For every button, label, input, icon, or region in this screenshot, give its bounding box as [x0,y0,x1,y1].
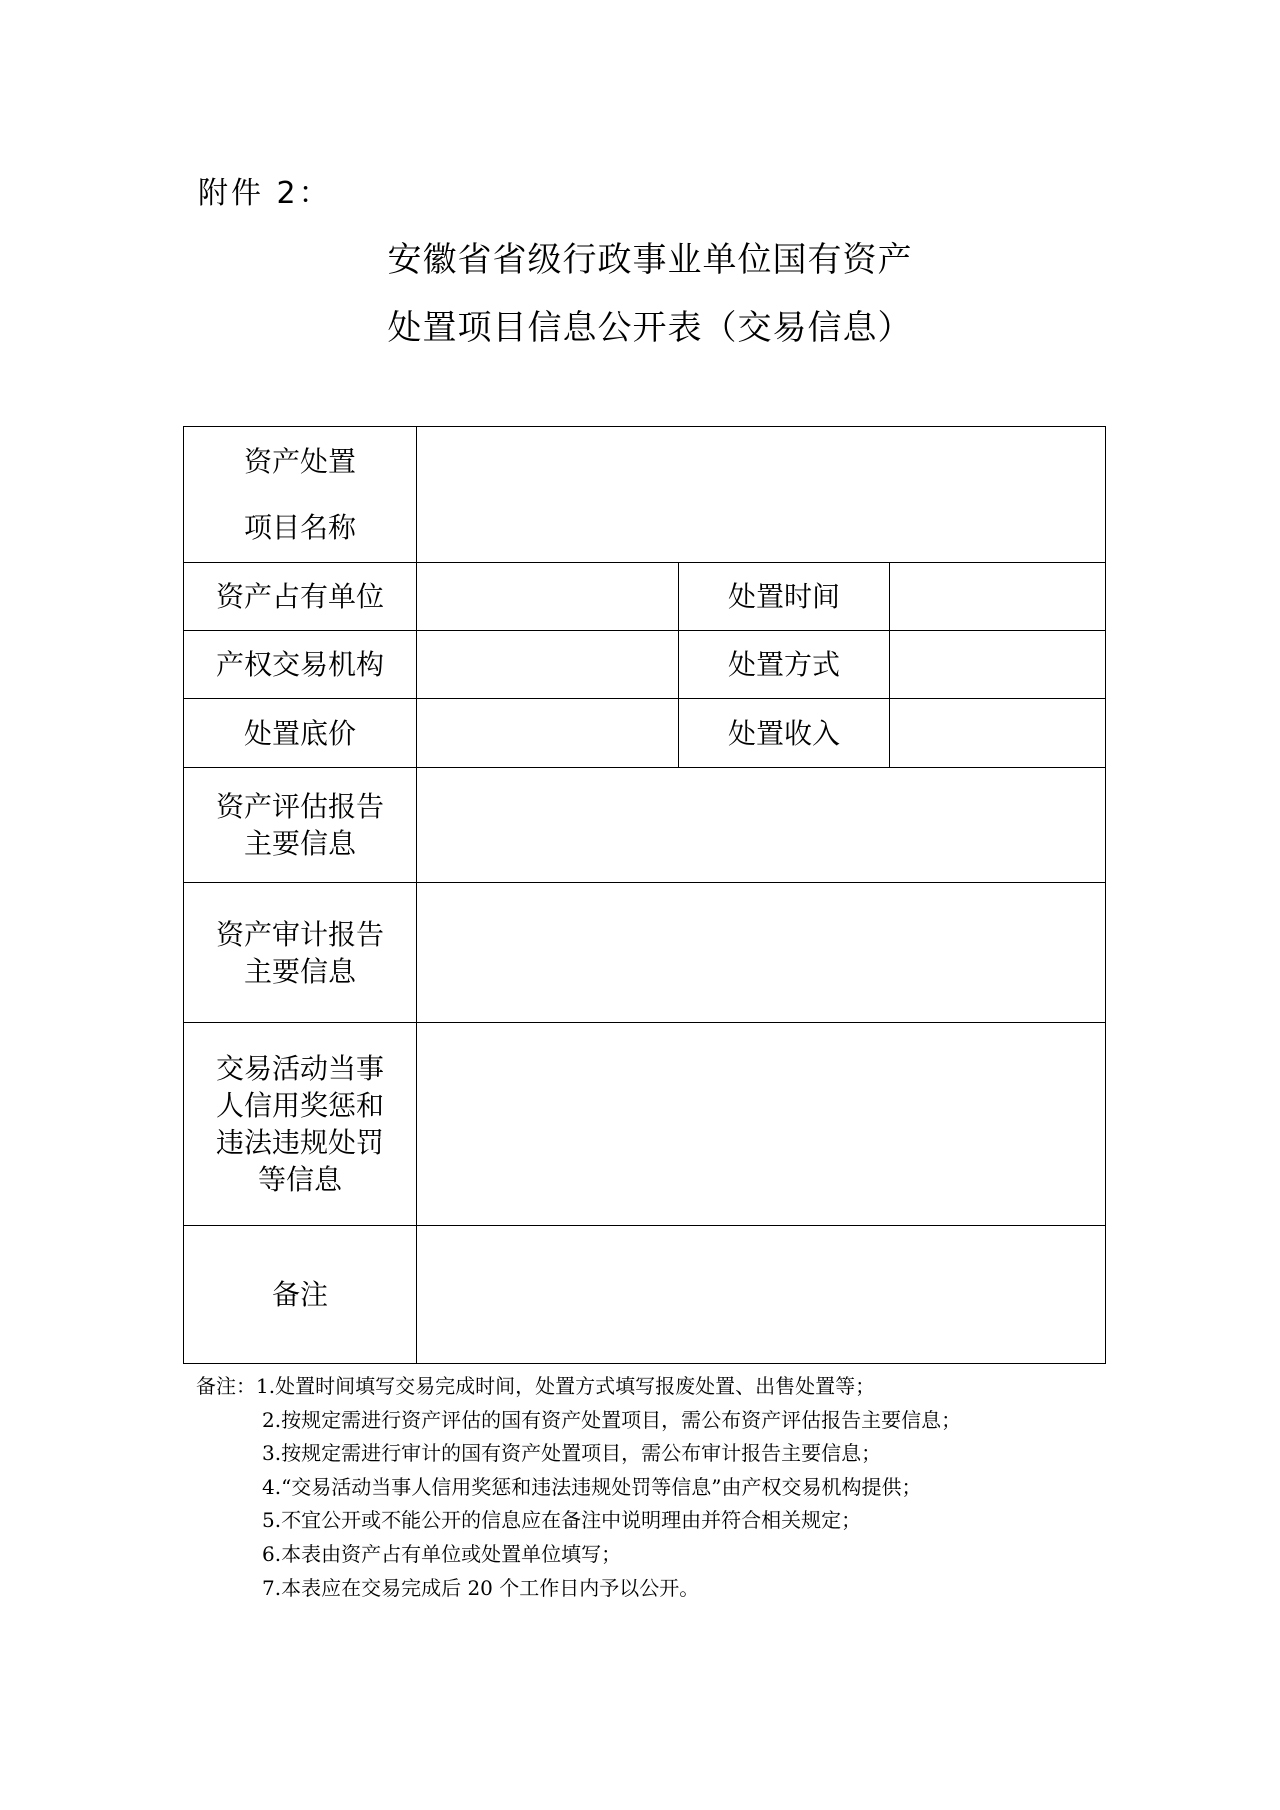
table-row [184,768,1106,883]
table-row [184,883,1106,1023]
evaluation-label [184,768,417,883]
disposal-info-table [183,426,1106,1364]
notes-prefix: 备注： [196,1374,256,1398]
owner-unit-label: 资产占有单位 [184,563,417,631]
note-item: 6.本表由资产占有单位或处置单位填写； [262,1541,622,1566]
attachment-label: 附件 2： [198,176,332,211]
table-row [184,1226,1106,1364]
credit-info-field[interactable] [417,1023,1106,1226]
credit-info-label [184,1023,417,1226]
note-item: 5.不宜公开或不能公开的信息应在备注中说明理由并符合相关规定； [262,1508,862,1533]
credit-info-label-line-2: 人信用奖惩和 [215,1089,384,1122]
note-item: 3.按规定需进行审计的国有资产处置项目，需公布审计报告主要信息； [262,1441,882,1466]
owner-unit-field[interactable] [417,563,679,631]
notes-section [196,1370,961,1605]
disposal-time-label: 处置时间 [679,563,890,631]
disposal-income-label: 处置收入 [679,699,890,768]
credit-info-label-line-4: 等信息 [257,1163,342,1196]
evaluation-field[interactable] [417,768,1106,883]
note-item: 1.处置时间填写交易完成时间，处置方式填写报废处置、出售处置等； [256,1374,876,1398]
table-row [184,427,1106,563]
table-row [184,631,1106,699]
evaluation-label-line-2: 主要信息 [243,827,356,860]
credit-info-label-line-1: 交易活动当事 [215,1052,384,1085]
table-row [184,563,1106,631]
note-item: 2.按规定需进行资产评估的国有资产处置项目，需公布资产评估报告主要信息； [262,1407,962,1432]
audit-label [184,883,417,1023]
base-price-label: 处置底价 [184,699,417,768]
document-title-line-1: 安徽省省级行政事业单位国有资产 [387,240,913,280]
base-price-field[interactable] [417,699,679,768]
table-row [184,1023,1106,1226]
evaluation-label-line-1: 资产评估报告 [215,790,384,823]
note-item: 4.“交易活动当事人信用奖惩和违法违规处罚等信息”由产权交易机构提供； [262,1474,922,1499]
note-row [196,1370,961,1404]
audit-field[interactable] [417,883,1106,1023]
credit-info-label-line-3: 违法违规处罚 [215,1126,384,1159]
project-name-label-line-1: 资产处置 [243,444,356,478]
disposal-income-field[interactable] [890,699,1106,768]
table-row [184,699,1106,768]
document-title-line-2: 处置项目信息公开表（交易信息） [387,308,913,348]
disposal-time-field[interactable] [890,563,1106,631]
project-name-field[interactable] [417,427,1106,563]
remarks-label: 备注 [184,1226,417,1364]
note-item: 7.本表应在交易完成后 20 个工作日内予以公开。 [262,1575,700,1600]
exchange-label: 产权交易机构 [184,631,417,699]
disposal-method-field[interactable] [890,631,1106,699]
project-name-label-line-2: 项目名称 [243,510,356,544]
audit-label-line-1: 资产审计报告 [215,917,384,951]
disposal-method-label: 处置方式 [679,631,890,699]
exchange-field[interactable] [417,631,679,699]
project-name-label [184,427,417,563]
remarks-field[interactable] [417,1226,1106,1364]
audit-label-line-2: 主要信息 [243,954,356,988]
